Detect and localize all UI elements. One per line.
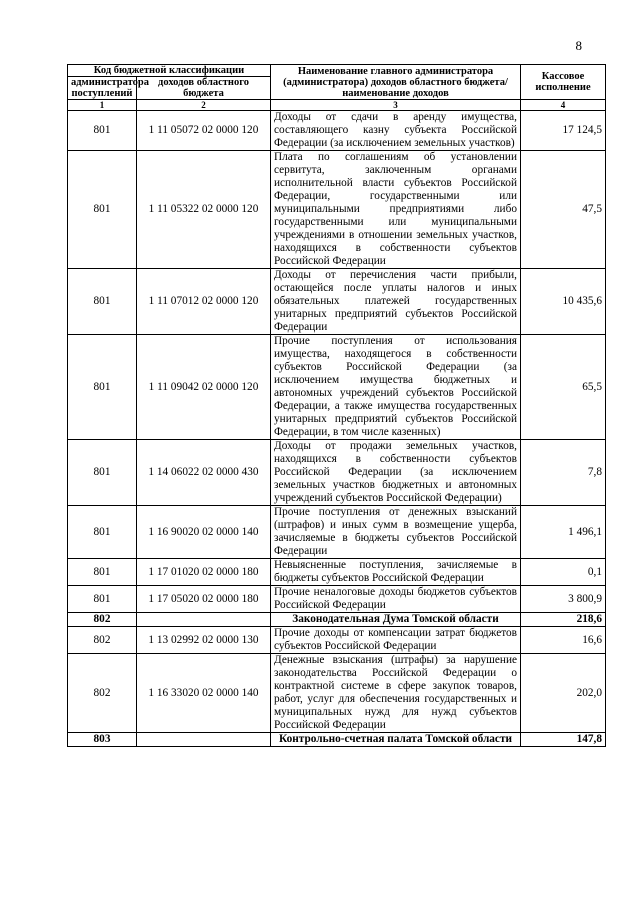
admin-code-cell: 803	[68, 733, 137, 747]
table-row	[68, 269, 606, 335]
income-name-cell: Прочие поступления от денежных взысканий (штрафов) и иных сумм в возмещение ущерба, зачисляемые в бюджеты субъектов Российской Федерации	[271, 506, 521, 559]
budget-table	[67, 64, 606, 747]
table-row	[68, 111, 606, 151]
income-code-cell: 1 11 05322 02 0000 120	[137, 151, 271, 269]
income-name-cell: Доходы от перечисления части прибыли, остающейся после уплаты налогов и иных обязательных платежей государственных унитарных предприятий субъектов Российской Федерации	[271, 269, 521, 335]
header-name: Наименование главного администратора (администратора) доходов областного бюджета/ наименование доходов	[271, 65, 521, 100]
income-name-cell: Невыясненные поступления, зачисляемые в бюджеты субъектов Российской Федерации	[271, 559, 521, 586]
column-number-row	[68, 100, 606, 111]
admin-code-cell: 801	[68, 111, 137, 151]
income-name-cell: Доходы от сдачи в аренду имущества, составляющего казну субъекта Российской Федерации (за исключением земельных участков)	[271, 111, 521, 151]
admin-code-cell: 802	[68, 627, 137, 654]
amount-cell: 202,0	[521, 654, 606, 733]
header-amount: Кассовое исполнение	[521, 65, 606, 100]
income-code-cell: 1 16 90020 02 0000 140	[137, 506, 271, 559]
administrator-name-cell: Законодательная Дума Томской области	[271, 613, 521, 627]
income-code-cell: 1 16 33020 02 0000 140	[137, 654, 271, 733]
admin-code-cell: 801	[68, 335, 137, 440]
admin-code-cell: 801	[68, 269, 137, 335]
amount-cell: 0,1	[521, 559, 606, 586]
admin-code-cell: 801	[68, 151, 137, 269]
amount-cell: 3 800,9	[521, 586, 606, 613]
administrator-name-cell: Контрольно-счетная палата Томской области	[271, 733, 521, 747]
table-row	[68, 586, 606, 613]
income-name-cell: Плата по соглашениям об установлении сервитута, заключенным органами исполнительной власти субъектов Российской Федерации, государственными или муниципальными предприятиями либо государственными или муниципальными учреждениями в отношении земельных участков, находящихся в собственности субъектов Российской Федерации	[271, 151, 521, 269]
admin-code-cell: 802	[68, 613, 137, 627]
amount-cell: 7,8	[521, 440, 606, 506]
amount-cell: 218,6	[521, 613, 606, 627]
income-code-cell: 1 17 01020 02 0000 180	[137, 559, 271, 586]
column-number: 4	[521, 100, 606, 111]
column-number: 1	[68, 100, 137, 111]
table-row	[68, 151, 606, 269]
income-code-cell: 1 11 09042 02 0000 120	[137, 335, 271, 440]
income-code-cell	[137, 733, 271, 747]
amount-cell: 16,6	[521, 627, 606, 654]
amount-cell: 1 496,1	[521, 506, 606, 559]
table-row	[68, 440, 606, 506]
table-group-row	[68, 733, 606, 747]
admin-code-cell: 801	[68, 559, 137, 586]
income-code-cell: 1 13 02992 02 0000 130	[137, 627, 271, 654]
income-code-cell: 1 14 06022 02 0000 430	[137, 440, 271, 506]
income-name-cell: Прочие доходы от компенсации затрат бюджетов субъектов Российской Федерации	[271, 627, 521, 654]
admin-code-cell: 801	[68, 586, 137, 613]
income-name-cell: Прочие неналоговые доходы бюджетов субъектов Российской Федерации	[271, 586, 521, 613]
header-code-group: Код бюджетной классификации	[68, 65, 271, 77]
amount-cell: 147,8	[521, 733, 606, 747]
table-group-row	[68, 613, 606, 627]
page-number: 8	[575, 38, 582, 53]
amount-cell: 10 435,6	[521, 269, 606, 335]
admin-code-cell: 801	[68, 440, 137, 506]
table-row	[68, 627, 606, 654]
income-code-cell: 1 11 05072 02 0000 120	[137, 111, 271, 151]
table-header-row	[68, 65, 606, 77]
income-code-cell: 1 11 07012 02 0000 120	[137, 269, 271, 335]
admin-code-cell: 801	[68, 506, 137, 559]
table-row	[68, 559, 606, 586]
income-name-cell: Прочие поступления от использования имущества, находящегося в собственности субъектов Российской Федерации (за исключением имущества бюджетных и автономных учреждений субъектов Российской Федерации, а также имущества государственных унитарных предприятий субъектов Российской Федерации, в том числе казенных)	[271, 335, 521, 440]
table-row	[68, 335, 606, 440]
table-row	[68, 654, 606, 733]
amount-cell: 17 124,5	[521, 111, 606, 151]
income-code-cell: 1 17 05020 02 0000 180	[137, 586, 271, 613]
admin-code-cell: 802	[68, 654, 137, 733]
header-income: доходов областного бюджета	[137, 77, 271, 100]
amount-cell: 47,5	[521, 151, 606, 269]
column-number: 3	[271, 100, 521, 111]
income-name-cell: Денежные взыскания (штрафы) за нарушение законодательства Российской Федерации о контрактной системе в сфере закупок товаров, работ, услуг для обеспечения государственных и муниципальных нужд для нужд субъектов Российской Федерации	[271, 654, 521, 733]
income-code-cell	[137, 613, 271, 627]
income-name-cell: Доходы от продажи земельных участков, находящихся в собственности субъектов Российской Федерации (за исключением земельных участков бюджетных и автономных учреждений субъектов Российской Федерации)	[271, 440, 521, 506]
header-admin: администратора поступлений	[68, 77, 137, 100]
column-number: 2	[137, 100, 271, 111]
amount-cell: 65,5	[521, 335, 606, 440]
table-row	[68, 506, 606, 559]
